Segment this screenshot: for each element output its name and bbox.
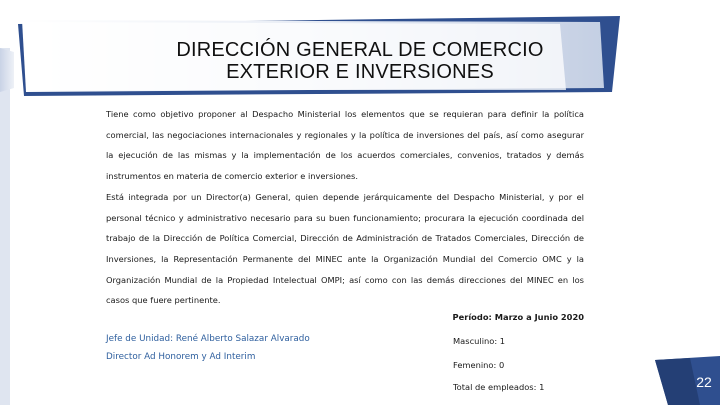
description-paragraph-1: Tiene como objetivo proponer al Despacho Ministerial los elementos que se requieran para definir la política comercial, las negociaciones internacionales y regionales y la política de inversiones del país, así como asegurar la ejecución de las mismas y la implementación de los acuerdos comerciales, convenios, tratados y demás instrumentos en materia de comercio exterior e inversiones. xyxy=(106,109,584,182)
unit-head-title: Director Ad Honorem y Ad Interim xyxy=(106,352,256,362)
stat-total: Total de empleados: 1 xyxy=(453,382,545,392)
description-paragraph-2: Está integrada por un Director(a) General, quien depende jerárquicamente del Despacho Ministerial, y por el personal técnico y administrativo necesario para su buen funcionamiento; procurara la ejecución coordinada del trabajo de la Dirección de Política Comercial, Dirección de Administración de Tratados Comerciales, Dirección de Inversiones, la Representación Permanente del MINEC ante la Organización Mundial del Comercio OMC y la Organización Mundial de la Propiedad Intelectual OMPI; así como con las demás direcciones del MINEC en los casos que fuere pertinente. xyxy=(106,191,584,306)
period-label: Período: Marzo a Junio 2020 xyxy=(452,312,584,322)
page-title-line-2: EXTERIOR E INVERSIONES xyxy=(226,61,494,83)
stat-male: Masculino: 1 xyxy=(453,336,506,346)
page-title xyxy=(176,39,543,83)
page-number: 22 xyxy=(696,374,712,390)
stat-female: Femenino: 0 xyxy=(453,360,505,370)
unit-head-name: Jefe de Unidad: René Alberto Salazar Alvarado xyxy=(106,334,310,344)
description-text xyxy=(106,104,584,311)
left-accent-tab xyxy=(0,48,14,92)
unit-head-info xyxy=(106,330,310,366)
left-accent-strip xyxy=(0,48,10,405)
title-box xyxy=(100,28,620,94)
page-title-line-1: DIRECCIÓN GENERAL DE COMERCIO xyxy=(176,39,544,61)
